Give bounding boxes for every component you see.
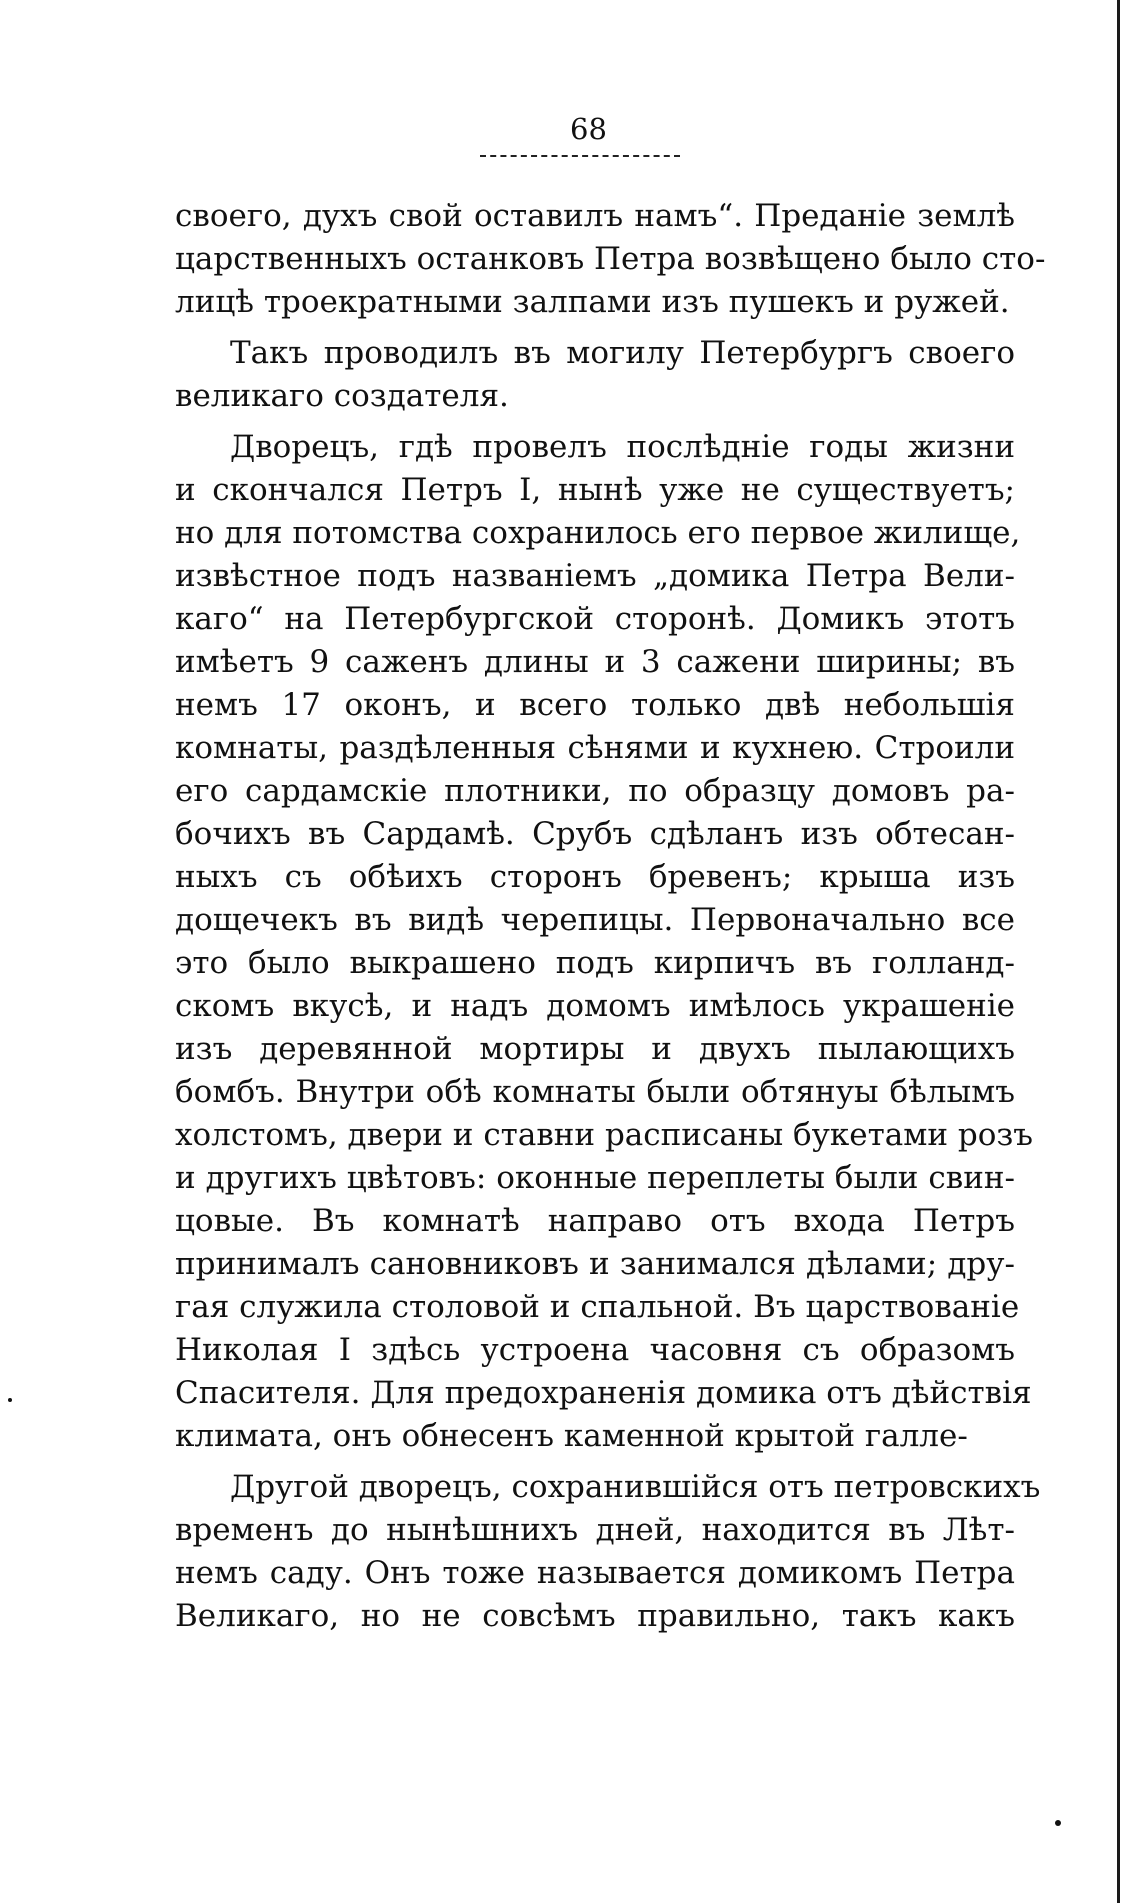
text-line: скомъ вкусѣ, и надъ домомъ имѣлось украшеніе: [175, 988, 1015, 1024]
paragraph: [175, 195, 1046, 324]
text-line: бомбъ. Внутри обѣ комнаты были обтянуы бѣлымъ: [175, 1074, 1015, 1110]
text-line: дощечекъ въ видѣ черепицы. Первоначально все: [175, 902, 1015, 938]
text-line: временъ до нынѣшнихъ дней, находится въ Лѣт-: [175, 1512, 1015, 1548]
text-line: своего, духъ свой оставилъ намъ“. Преданіе землѣ: [175, 198, 1015, 234]
text-line: климата, онъ обнесенъ каменной крытой галле-: [175, 1418, 968, 1454]
paragraph: [175, 426, 1034, 1458]
text-line: Такъ проводилъ въ могилу Петербургъ своего: [230, 335, 1015, 371]
page-number: 68: [570, 112, 607, 146]
text-line: лицѣ троекратными залпами изъ пушекъ и ружей.: [175, 284, 1010, 320]
text-line: Николая I здѣсь устроена часовня съ образомъ: [175, 1332, 1015, 1368]
text-line: извѣстное подъ названіемъ „домика Петра Вели-: [175, 558, 1015, 594]
text-line: и скончался Петръ I, нынѣ уже не существуетъ;: [175, 472, 1015, 508]
text-line: царственныхъ останковъ Петра возвѣщено было сто-: [175, 241, 1046, 277]
paragraph: [175, 332, 1015, 418]
text-line: каго“ на Петербургской сторонѣ. Домикъ этотъ: [175, 601, 1015, 637]
text-line: Великаго, но не совсѣмъ правильно, такъ какъ: [175, 1598, 1015, 1634]
text-line: принималъ сановниковъ и занимался дѣлами; дру-: [175, 1246, 1015, 1282]
text-line: это было выкрашено подъ кирпичъ въ голланд-: [175, 945, 1015, 981]
paragraph: [175, 1466, 1041, 1638]
text-line: и другихъ цвѣтовъ: оконные переплеты были свин-: [175, 1160, 1015, 1196]
text-line: немъ 17 оконъ, и всего только двѣ небольшія: [175, 687, 1015, 723]
text-line: Другой дворецъ, сохранившійся отъ петровскихъ: [230, 1469, 1041, 1505]
scan-speck: [8, 1398, 12, 1402]
text-line: ныхъ съ обѣихъ сторонъ бревенъ; крыша изъ: [175, 859, 1015, 895]
text-line: цовые. Въ комнатѣ направо отъ входа Петръ: [175, 1203, 1015, 1239]
text-line: бочихъ въ Сардамѣ. Срубъ сдѣланъ изъ обтесан-: [175, 816, 1015, 852]
text-line: имѣетъ 9 саженъ длины и 3 сажени ширины; въ: [175, 644, 1015, 680]
text-line: немъ саду. Онъ тоже называется домикомъ Петра: [175, 1555, 1015, 1591]
text-line: изъ деревянной мортиры и двухъ пылающихъ: [175, 1031, 1015, 1067]
text-line: но для потомства сохранилось его первое жилище,: [175, 515, 1021, 551]
text-line: его сардамскіе плотники, по образцу домовъ ра-: [175, 773, 1015, 809]
text-line: холстомъ, двери и ставни расписаны букетами розъ: [175, 1117, 1034, 1153]
text-line: великаго создателя.: [175, 378, 509, 414]
body-text: [175, 195, 1046, 1638]
text-line: гая служила столовой и спальной. Въ царствованіе: [175, 1289, 1020, 1325]
page-edge-rule: [1117, 0, 1120, 1903]
page-header: [480, 112, 710, 172]
text-line: комнаты, раздѣленныя сѣнями и кухнею. Строили: [175, 730, 1015, 766]
text-line: Спасителя. Для предохраненія домика отъ дѣйствія: [175, 1375, 1032, 1411]
scan-speck: [1055, 1820, 1061, 1826]
text-line: Дворецъ, гдѣ провелъ послѣдніе годы жизни: [230, 429, 1015, 465]
header-rule: [480, 155, 680, 157]
